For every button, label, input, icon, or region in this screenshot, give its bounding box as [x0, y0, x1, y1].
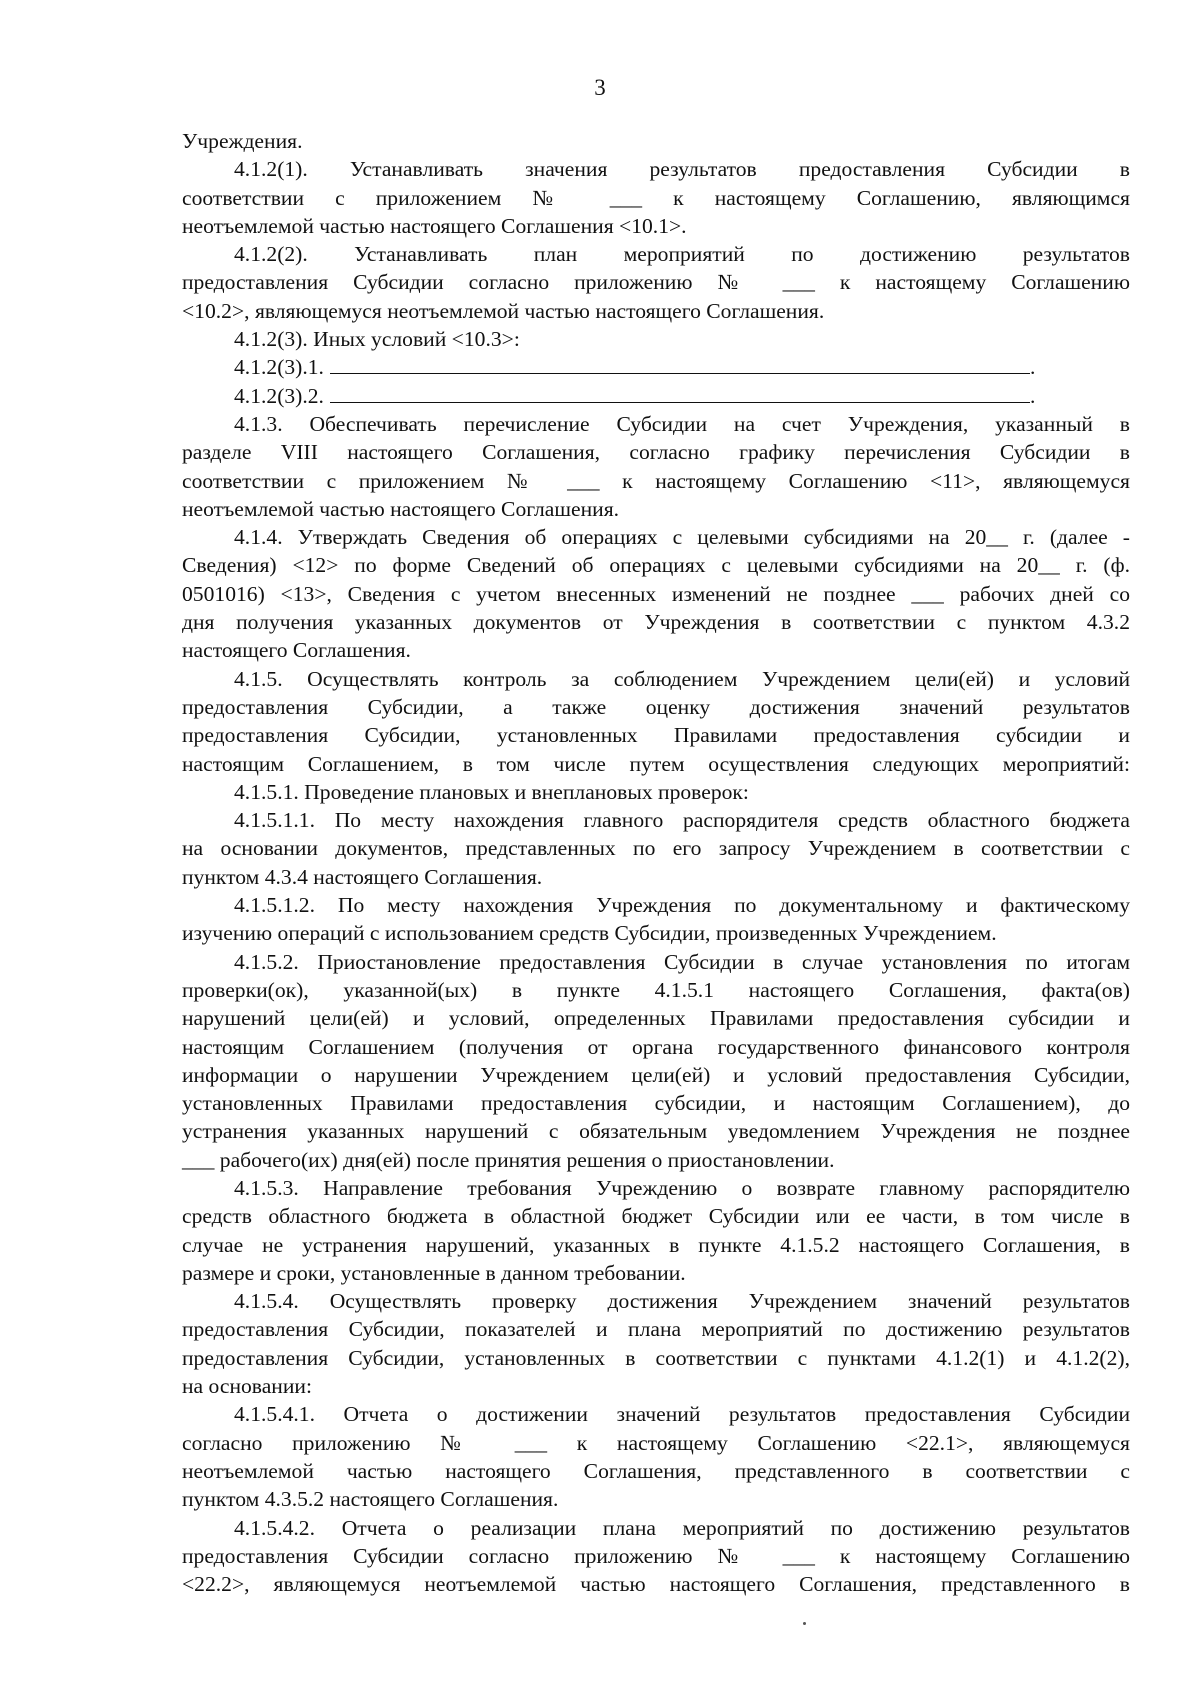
text-line	[182, 891, 1130, 919]
text-line	[182, 212, 1130, 240]
text-line	[182, 1146, 1130, 1174]
text-line-content: 4.1.5.4.2. Отчета о реализации плана мероприятий по достижению результатов	[234, 1515, 1130, 1540]
text-line-content: дня получения указанных документов от Учреждения в соответствии с пунктом 4.3.2	[182, 610, 1130, 635]
text-line	[182, 1259, 1130, 1287]
text-line-content: предоставления Субсидии, установленных в соответствии с пунктами 4.1.2(1) и 4.1.2(2),	[182, 1345, 1130, 1370]
text-line-content: 4.1.5.3. Направление требования Учреждению о возврате главному распорядителю	[234, 1175, 1130, 1200]
text-line-content: предоставления Субсидии, а также оценку достижения значений результатов	[182, 694, 1130, 719]
text-line	[182, 1372, 1130, 1400]
text-line-content: нарушений цели(ей) и условий, определенных Правилами предоставления субсидии и	[182, 1006, 1130, 1031]
text-line	[182, 778, 1130, 806]
text-line-content: Учреждения.	[182, 129, 303, 153]
text-line	[182, 721, 1130, 749]
text-line	[182, 523, 1130, 551]
text-line-content: разделе VIII настоящего Соглашения, согласно графику перечисления Субсидии в	[182, 440, 1130, 465]
text-line	[182, 353, 1130, 381]
text-line-content: пунктом 4.3.5.2 настоящего Соглашения.	[182, 1487, 559, 1512]
text-line-content: размере и сроки, установленные в данном требовании.	[182, 1260, 686, 1285]
text-line-content: настоящим Соглашением, в том числе путем осуществления следующих мероприятий:	[182, 751, 1130, 776]
text-line	[182, 1004, 1130, 1032]
text-line	[182, 636, 1130, 664]
text-line-content: <22.2>, являющемуся неотъемлемой частью настоящего Соглашения, представленного в	[182, 1572, 1130, 1597]
text-line-content: предоставления Субсидии, показателей и плана мероприятий по достижению результатов	[182, 1317, 1130, 1342]
text-line	[182, 1542, 1130, 1570]
text-line-content: на основании:	[182, 1374, 312, 1399]
text-line	[182, 410, 1130, 438]
text-line	[182, 1570, 1130, 1598]
text-line	[182, 438, 1130, 466]
text-line-content: соответствии с приложением № ___ к настоящему Соглашению, являющимся	[182, 185, 1130, 210]
text-line	[182, 1089, 1130, 1117]
text-line	[182, 834, 1130, 862]
text-line	[182, 693, 1130, 721]
text-line-content: случае не устранения нарушений, указанных в пункте 4.1.5.2 настоящего Соглашения, в	[182, 1232, 1130, 1257]
text-line	[182, 1344, 1130, 1372]
text-line-content: средств областного бюджета в областной бюджет Субсидии или ее части, в том числе в	[182, 1204, 1130, 1229]
fill-in-period: .	[1029, 383, 1036, 408]
text-line	[182, 1287, 1130, 1315]
text-line-content: <10.2>, являющемуся неотъемлемой частью настоящего Соглашения.	[182, 298, 825, 323]
text-line-content: 4.1.5.4.1. Отчета о достижении значений результатов предоставления Субсидии	[234, 1402, 1130, 1427]
text-line	[182, 1429, 1130, 1457]
text-line-content: соответствии с приложением № ___ к настоящему Соглашению <11>, являющемуся	[182, 468, 1130, 493]
text-line	[182, 863, 1130, 891]
text-line	[182, 325, 1130, 353]
text-line-content: 4.1.5.1.1. По месту нахождения главного распорядителя средств областного бюджета	[234, 808, 1130, 833]
text-line-content: настоящим Соглашением (получения от органа государственного финансового контроля	[182, 1034, 1130, 1059]
page-number: 3	[594, 75, 606, 100]
text-line	[182, 1117, 1130, 1145]
fill-in-blank-line	[330, 353, 1030, 374]
text-line-content: 4.1.5.1. Проведение плановых и внеплановых проверок:	[234, 779, 749, 804]
text-line	[182, 1315, 1130, 1343]
scan-speck	[803, 1622, 806, 1625]
fill-in-blank-line	[330, 382, 1030, 403]
text-line-content: 4.1.5. Осуществлять контроль за соблюдением Учреждением цели(ей) и условий	[234, 666, 1130, 691]
text-line-content: неотъемлемой частью настоящего Соглашения <10.1>.	[182, 213, 687, 238]
text-line-content: согласно приложению № ___ к настоящему Соглашению <22.1>, являющемуся	[182, 1430, 1130, 1455]
text-line-content: 0501016) <13>, Сведения с учетом внесенных изменений не позднее ___ рабочих дней со	[182, 581, 1130, 606]
text-line-content: 4.1.2(1). Устанавливать значения результатов предоставления Субсидии в	[234, 157, 1130, 182]
fill-in-period: .	[1029, 355, 1036, 380]
text-line-content: проверки(ок), указанной(ых) в пункте 4.1.5.1 настоящего Соглашения, факта(ов)	[182, 977, 1130, 1002]
text-line-content: 4.1.5.2. Приостановление предоставления Субсидии в случае установления по итогам	[234, 949, 1130, 974]
text-line-content: 4.1.3. Обеспечивать перечисление Субсидии на счет Учреждения, указанный в	[234, 411, 1130, 436]
text-line	[182, 297, 1130, 325]
text-line-content: пунктом 4.3.4 настоящего Соглашения.	[182, 864, 543, 889]
text-line-content: установленных Правилами предоставления субсидии, и настоящим Соглашением), до	[182, 1091, 1130, 1116]
text-line	[182, 608, 1130, 636]
text-line-content: неотъемлемой частью настоящего Соглашения.	[182, 496, 620, 521]
text-line	[182, 268, 1130, 296]
text-line-content: 4.1.5.4. Осуществлять проверку достижения Учреждением значений результатов	[234, 1289, 1130, 1314]
text-line	[182, 919, 1130, 947]
text-line-content: 4.1.2(3). Иных условий <10.3>:	[234, 327, 520, 352]
text-line-content: предоставления Субсидии согласно приложению № ___ к настоящему Соглашению	[182, 270, 1130, 295]
text-line-content: ___ рабочего(их) дня(ей) после принятия решения о приостановлении.	[182, 1147, 835, 1172]
text-line	[182, 976, 1130, 1004]
text-line	[182, 240, 1130, 268]
text-line	[182, 467, 1130, 495]
text-line-content: на основании документов, представленных по его запросу Учреждением в соответствии с	[182, 836, 1130, 861]
text-line	[182, 155, 1130, 183]
text-line-content: 4.1.5.1.2. По месту нахождения Учреждения по документальному и фактическому	[234, 893, 1130, 918]
text-line	[182, 1400, 1130, 1428]
text-line-content: изучению операций с использованием средств Субсидии, произведенных Учреждением.	[182, 921, 997, 946]
document-body	[182, 127, 1130, 1598]
text-line	[182, 948, 1130, 976]
text-line	[182, 665, 1130, 693]
text-line	[182, 127, 1130, 155]
text-line	[182, 551, 1130, 579]
text-line-content: настоящего Соглашения.	[182, 638, 411, 663]
text-line	[182, 1202, 1130, 1230]
text-line	[182, 1457, 1130, 1485]
text-line-content: 4.1.2(2). Устанавливать план мероприятий по достижению результатов	[234, 242, 1130, 267]
text-line	[182, 580, 1130, 608]
text-line	[182, 1231, 1130, 1259]
text-line	[182, 1174, 1130, 1202]
text-line	[182, 382, 1130, 410]
text-line-content: предоставления Субсидии согласно приложению № ___ к настоящему Соглашению	[182, 1543, 1130, 1568]
text-line-content: информации о нарушении Учреждением цели(ей) и условий предоставления Субсидии,	[182, 1062, 1130, 1087]
text-line	[182, 750, 1130, 778]
text-line	[182, 495, 1130, 523]
text-line-content: неотъемлемой частью настоящего Соглашения, представленного в соответствии с	[182, 1458, 1130, 1483]
text-line	[182, 1485, 1130, 1513]
text-line-content: 4.1.4. Утверждать Сведения об операциях с целевыми субсидиями на 20__ г. (далее -	[234, 525, 1130, 550]
text-line	[182, 1061, 1130, 1089]
text-line	[182, 806, 1130, 834]
text-line	[182, 1514, 1130, 1542]
text-line	[182, 1033, 1130, 1061]
text-line-content: 4.1.2(3).2.	[234, 383, 324, 408]
text-line	[182, 184, 1130, 212]
text-line-content: устранения указанных нарушений с обязательным уведомлением Учреждения не позднее	[182, 1119, 1130, 1144]
text-line-content: предоставления Субсидии, установленных Правилами предоставления субсидии и	[182, 723, 1130, 748]
text-line-content: Сведения) <12> по форме Сведений об операциях с целевыми субсидиями на 20__ г. (ф.	[182, 553, 1130, 578]
text-line-content: 4.1.2(3).1.	[234, 355, 324, 380]
